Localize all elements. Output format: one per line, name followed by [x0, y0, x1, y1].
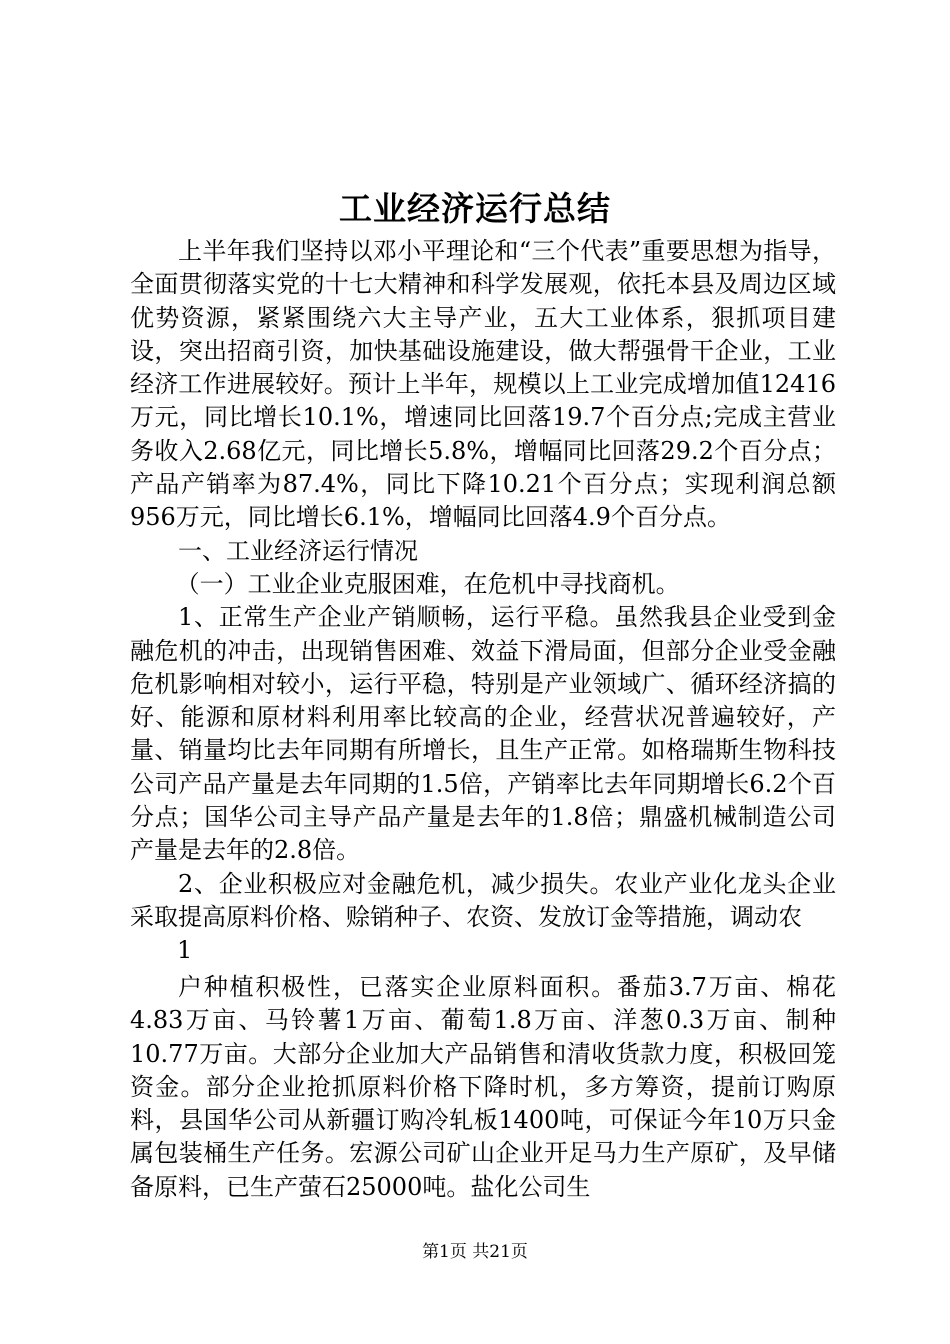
subsection-heading-1: （一）工业企业克服困难，在危机中寻找商机。: [175, 569, 680, 598]
paragraph-continued: 户种植积极性，已落实企业原料面积。番茄3.7万亩、棉花4.83万亩、马铃薯1万亩、葡萄1.8万亩、洋葱0.3万亩、制种10.77万亩。大部分企业加大产品销售和清收货款力度，积极回笼资金。部分企业抢抓原料价格下降时机，多方筹资，提前订购原料，县国华公司从新疆订购冷轧板1400吨，可保证今年10万只金属包装桶生产任务。宏源公司矿山企业开足马力生产原矿，及早储备原料，已生产萤石25000吨。盐化公司生: [130, 973, 836, 1201]
inline-page-marker: 1: [177, 936, 193, 965]
paragraph-item-2: 2、企业积极应对金融危机，减少损失。农业产业化龙头企业采取提高原料价格、赊销种子、农资、发放订金等措施，调动农: [130, 869, 836, 931]
page-footer: 第1页 共21页: [422, 1242, 528, 1262]
section-heading-1: 一、工业经济运行情况: [178, 536, 418, 565]
paragraph-intro: 上半年我们坚持以邓小平理论和“三个代表”重要思想为指导，全面贯彻落实党的十七大精神和科学发展观，依托本县及周边区域优势资源，紧紧围绕六大主导产业，五大工业体系，狠抓项目建设，突出招商引资，加快基础设施建设，做大帮强骨干企业，工业经济工作进展较好。预计上半年，规模以上工业完成增加值12416万元，同比增长10.1%，增速同比回落19.7个百分点;完成主营业务收入2.68亿元，同比增长5.8%，增幅同比回落29.2个百分点；产品产销率为87.4%，同比下降10.21个百分点；实现利润总额956万元，同比增长6.1%，增幅同比回落4.9个百分点。: [130, 237, 836, 532]
body-text-part2: [130, 971, 836, 1204]
page-title: 工业经济运行总结: [339, 189, 611, 228]
paragraph-item-1: 1、正常生产企业产销顺畅，运行平稳。虽然我县企业受到金融危机的冲击，出现销售困难、效益下滑局面，但部分企业受金融危机影响相对较小，运行平稳，特别是产业领域广、循环经济搞的好、能源和原材料利用率比较高的企业，经营状况普遍较好，产量、销量均比去年同期有所增长，且生产正常。如格瑞斯生物科技公司产品产量是去年同期的1.5倍，产销率比去年同期增长6.2个百分点；国华公司主导产品产量是去年的1.8倍；鼎盛机械制造公司产量是去年的2.8倍。: [130, 603, 836, 865]
body-text-part1: [130, 235, 836, 968]
